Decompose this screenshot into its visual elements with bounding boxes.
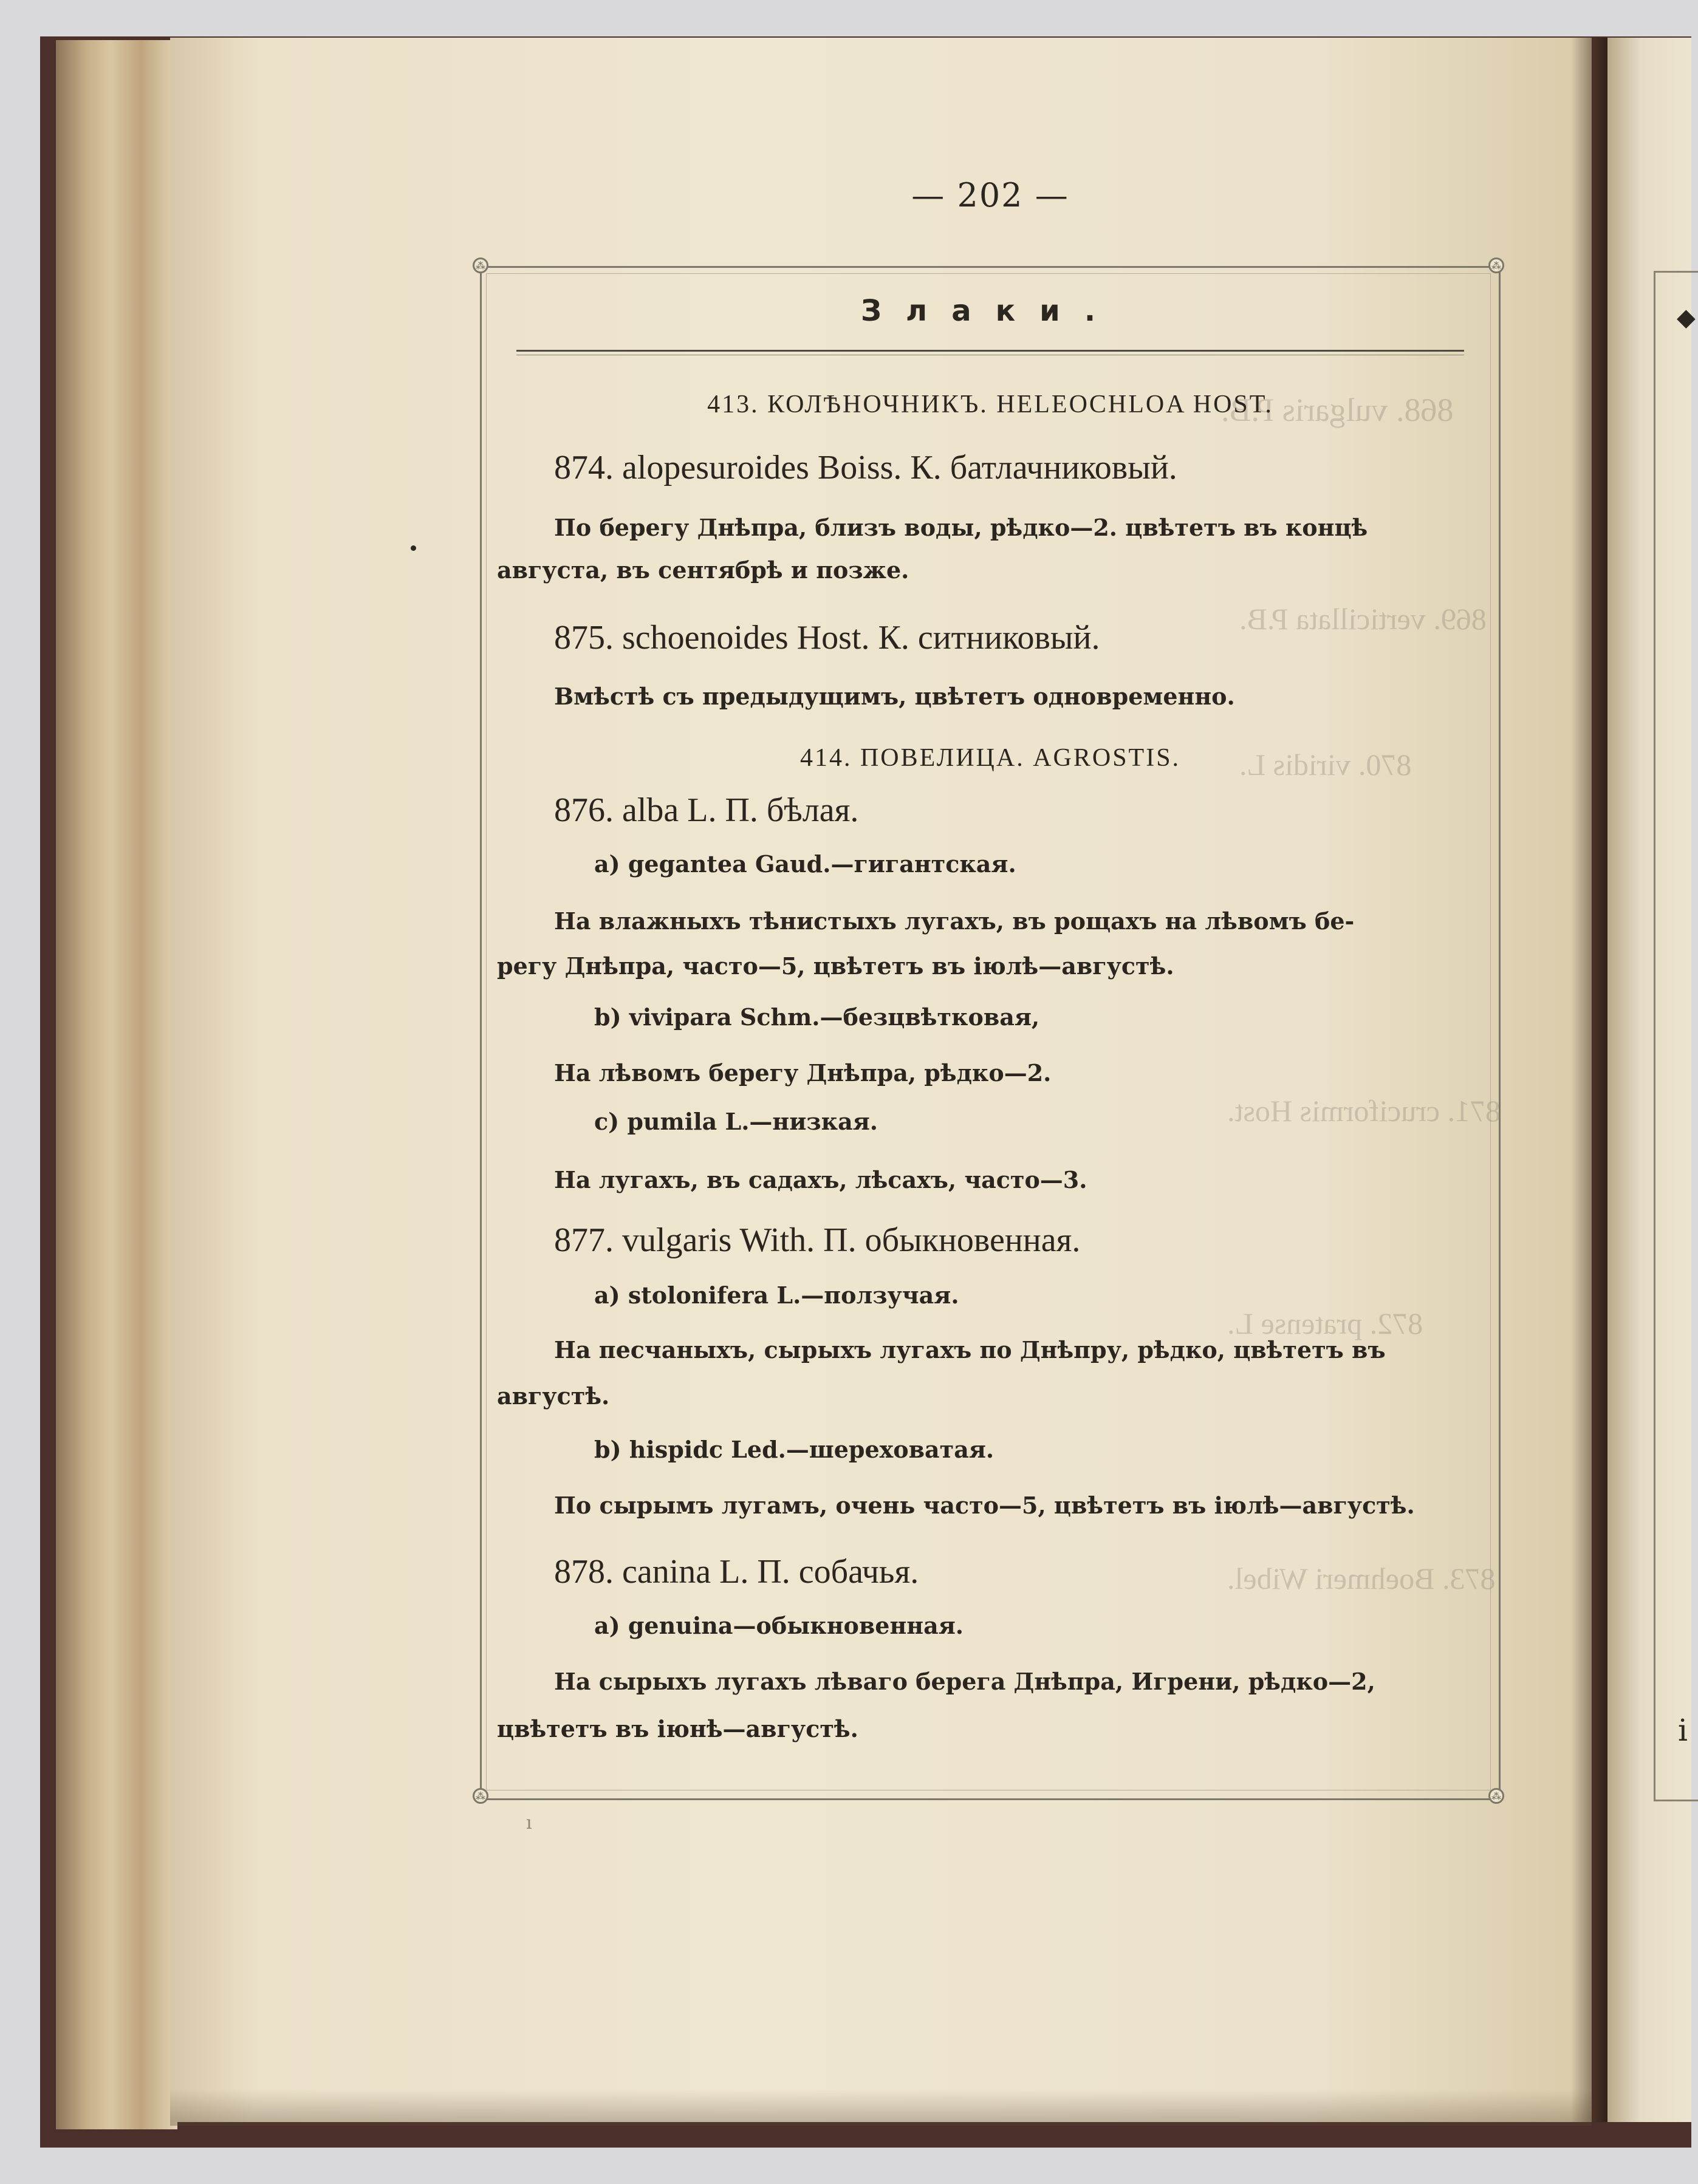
variety-entry: b) hispidc Led.—шереховатая. [594, 1436, 994, 1463]
frame-corner-ornament: ⁂ [1488, 1788, 1504, 1804]
show-through-text: 872. pratense L. [1227, 1306, 1423, 1340]
show-through-text: 873. Boehmeri Wibel. [1227, 1561, 1496, 1595]
species-entry: 877. vulgaris With. П. обыкновенная. [554, 1221, 1081, 1259]
page-shadow [170, 2089, 1592, 2126]
show-through-text: 869. verticillata P.B. [1239, 602, 1487, 636]
habitat-text: цвѣтетъ въ iюнѣ—августѣ. [497, 1715, 858, 1742]
variety-entry: b) vivipara Schm.—безцвѣтковая, [594, 1003, 1040, 1031]
facing-page-mark: ◆ [1677, 304, 1696, 332]
show-through-text: 868. vulgaris P.B. [1221, 392, 1454, 428]
variety-entry: a) stolonifera L.—ползучая. [594, 1281, 959, 1309]
page-number: — 202 — [911, 176, 1069, 214]
page-edges [56, 40, 177, 2129]
heading-rule [516, 350, 1464, 355]
frame-corner-ornament: ⁂ [473, 1788, 488, 1804]
frame-corner-ornament: ⁂ [1488, 258, 1504, 273]
habitat-text: По берегу Днѣпра, близъ воды, рѣдко—2. цвѣтетъ въ концѣ [554, 514, 1368, 541]
habitat-text: августа, въ сентябрѣ и позже. [497, 556, 909, 584]
section-heading: Злаки. [860, 294, 1120, 328]
species-entry: 875. schoenoides Host. К. ситниковый. [554, 619, 1100, 657]
margin-mark: ı [526, 1812, 532, 1834]
habitat-text: На сырыхъ лугахъ лѣваго берега Днѣпра, Игрени, рѣдко—2, [554, 1668, 1375, 1695]
habitat-text: На лугахъ, въ садахъ, лѣсахъ, часто—3. [554, 1166, 1087, 1193]
frame-corner-ornament: ⁂ [473, 258, 488, 273]
facing-page-frame [1654, 271, 1698, 1801]
habitat-text: На влажныхъ тѣнистыхъ лугахъ, въ рощахъ на лѣвомъ бе- [554, 907, 1355, 935]
habitat-text: августѣ. [497, 1382, 610, 1410]
genus-heading: 414. ПОВЕЛИЦА. AGROSTIS. [799, 744, 1181, 772]
habitat-text: На песчаныхъ, сырыхъ лугахъ по Днѣпру, рѣдко, цвѣтетъ въ [554, 1336, 1386, 1363]
species-entry: 878. canina L. П. собачья. [554, 1553, 919, 1591]
ink-spot [411, 545, 416, 551]
variety-entry: c) pumila L.—низкая. [594, 1108, 878, 1135]
habitat-text: Вмѣстѣ съ предыдущимъ, цвѣтетъ одновременно. [554, 683, 1235, 710]
habitat-text: регу Днѣпра, часто—5, цвѣтетъ въ iюлѣ—августѣ. [497, 952, 1174, 980]
genus-heading: 413. КОЛѢНОЧНИКЪ. HELEOCHLOA HOST. [707, 391, 1273, 418]
facing-page-letter: i [1678, 1713, 1688, 1748]
show-through-text: 871. cruciformis Host. [1227, 1094, 1501, 1128]
species-entry: 876. alba L. П. бѣлая. [554, 791, 859, 829]
variety-entry: a) genuina—обыкновенная. [594, 1612, 964, 1639]
species-entry: 874. alopesuroides Boiss. К. батлачниковый. [554, 449, 1177, 486]
variety-entry: a) gegantea Gaud.—гигантская. [594, 850, 1016, 878]
habitat-text: На лѣвомъ берегу Днѣпра, рѣдко—2. [554, 1059, 1052, 1087]
show-through-text: 870. viridis L. [1239, 748, 1412, 782]
habitat-text: По сырымъ лугамъ, очень часто—5, цвѣтетъ въ iюлѣ—августѣ. [554, 1492, 1415, 1519]
